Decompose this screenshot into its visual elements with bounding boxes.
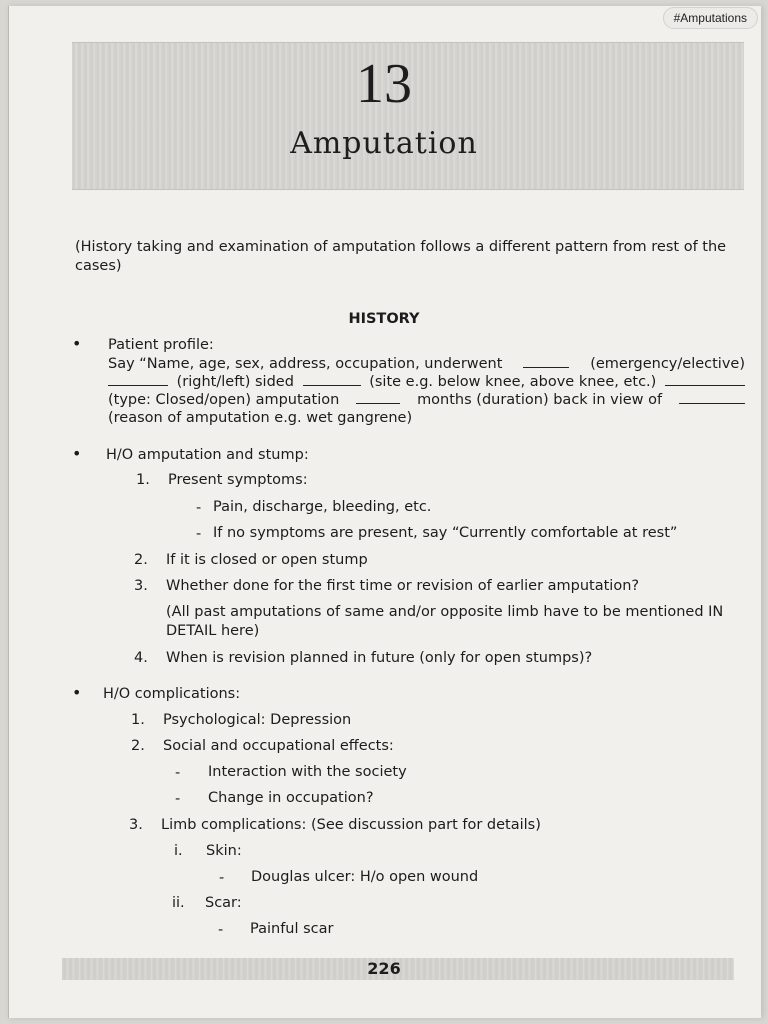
note-line: (All past amputations of same and/or opposite limb have to be mentioned IN xyxy=(166,604,724,620)
chapter-title: Amputation xyxy=(290,126,478,161)
bullet-icon: • xyxy=(72,683,82,702)
list-number: 1. xyxy=(136,472,150,488)
list-number: ii. xyxy=(172,895,185,911)
patient-profile-line-4: (reason of amputation e.g. wet gangrene) xyxy=(108,410,413,426)
dash-icon: - xyxy=(219,870,225,886)
dash-icon: - xyxy=(218,922,224,938)
patient-profile-text: (emergency/elective) xyxy=(590,356,745,372)
hashtag-badge[interactable]: #Amputations xyxy=(663,7,758,29)
dash-icon: - xyxy=(175,791,181,807)
section-heading-history: HISTORY xyxy=(348,311,420,327)
list-item: Whether done for the first time or revision of earlier amputation? xyxy=(166,578,640,594)
blank-field xyxy=(108,373,168,386)
patient-profile-label: Patient profile: xyxy=(108,337,214,353)
blank-field xyxy=(303,373,361,386)
list-item: Douglas ulcer: H/o open wound xyxy=(251,869,479,885)
list-item: Social and occupational effects: xyxy=(163,738,394,754)
patient-profile-line-2 xyxy=(108,373,745,391)
ho-amputation-label: H/O amputation and stump: xyxy=(106,447,309,463)
intro-line-2: cases) xyxy=(75,258,122,274)
list-item: Limb complications: (See discussion part for details) xyxy=(161,817,541,833)
blank-field xyxy=(665,373,745,386)
intro-line-1: (History taking and examination of amputation follows a different pattern from rest of the xyxy=(75,239,727,255)
blank-field xyxy=(523,355,569,368)
list-item: Skin: xyxy=(206,843,242,859)
note-line: DETAIL here) xyxy=(166,623,260,639)
list-number: i. xyxy=(174,843,183,859)
list-item: Scar: xyxy=(205,895,242,911)
list-number: 3. xyxy=(134,578,148,594)
list-number: 2. xyxy=(131,738,145,754)
ho-complications-label: H/O complications: xyxy=(103,686,241,702)
list-number: 1. xyxy=(131,712,145,728)
dash-icon: - xyxy=(196,500,202,516)
list-item: If it is closed or open stump xyxy=(166,552,368,568)
list-item: Present symptoms: xyxy=(168,472,308,488)
patient-profile-text: (type: Closed/open) amputation xyxy=(108,392,340,408)
blank-field xyxy=(679,391,745,404)
patient-profile-text: (right/left) sided xyxy=(176,374,294,390)
list-number: 2. xyxy=(134,552,148,568)
bullet-icon: • xyxy=(72,334,82,353)
list-item: Psychological: Depression xyxy=(163,712,352,728)
dash-icon: - xyxy=(175,765,181,781)
list-number: 4. xyxy=(134,650,148,666)
blank-field xyxy=(356,391,400,404)
list-item: Pain, discharge, bleeding, etc. xyxy=(213,499,432,515)
list-item: Change in occupation? xyxy=(208,790,374,806)
list-item: When is revision planned in future (only for open stumps)? xyxy=(166,650,593,666)
bullet-icon: • xyxy=(72,444,82,463)
patient-profile-line-1 xyxy=(108,355,745,373)
list-item: If no symptoms are present, say “Currently comfortable at rest” xyxy=(213,525,678,541)
patient-profile-text: Say “Name, age, sex, address, occupation, underwent xyxy=(108,356,503,372)
chapter-number: 13 xyxy=(356,53,412,115)
list-item: Painful scar xyxy=(250,921,334,937)
list-item: Interaction with the society xyxy=(208,764,407,780)
patient-profile-text: months (duration) back in view of xyxy=(417,392,663,408)
dash-icon: - xyxy=(196,526,202,542)
patient-profile-line-3 xyxy=(108,391,745,409)
patient-profile-text: (site e.g. below knee, above knee, etc.) xyxy=(369,374,657,390)
page-number: 226 xyxy=(367,959,401,978)
list-number: 3. xyxy=(129,817,143,833)
